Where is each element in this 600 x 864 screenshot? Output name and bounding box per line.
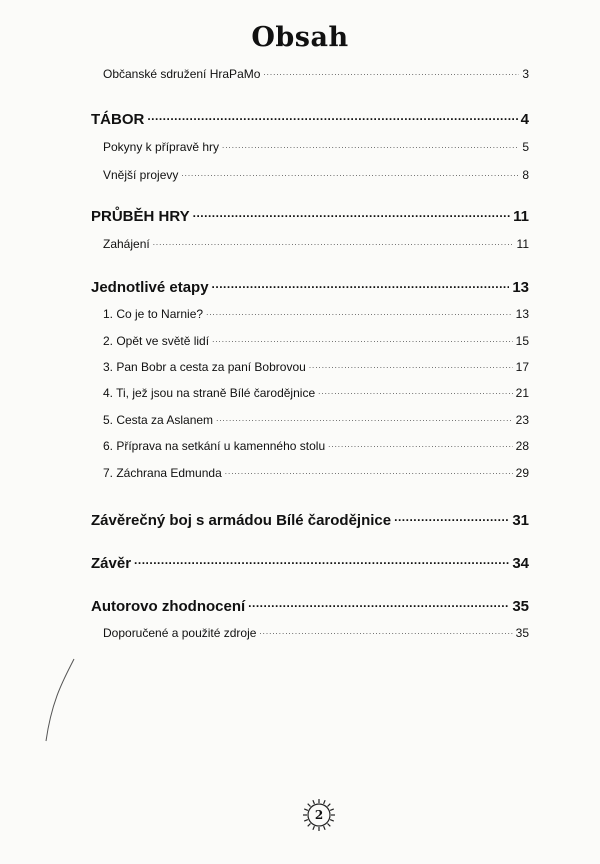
toc-entry-label: 6. Příprava na setkání u kamenného stolu [103,439,326,453]
dot-leader [248,596,509,611]
toc-entry-page: 15 [515,334,529,348]
toc-entry-label: PRŮBĚH HRY [91,208,190,225]
toc-heading-entry [91,596,529,615]
toc-entry-label: Jednotlivé etapy [91,279,209,296]
toc-entry [103,412,529,427]
dot-leader [394,510,509,525]
toc-heading-entry [91,109,529,128]
toc-entry-page: 35 [512,598,529,615]
toc-entry-label: 3. Pan Bobr a cesta za paní Bobrovou [103,360,306,374]
toc-entry-label: 1. Co je to Narnie? [103,307,204,321]
toc-entry-label: Závěrečný boj s armádou Bílé čarodějnice [91,512,392,529]
toc-entry [103,359,529,374]
toc-entry-page: 11 [516,237,529,251]
toc-entry-label: Doporučené a použité zdroje [103,626,257,640]
toc-entry-page: 28 [515,439,529,453]
toc-entry [103,385,529,400]
toc-entry [103,306,529,321]
toc-entry-page: 8 [522,168,529,182]
toc-heading-entry [91,510,529,529]
page-title: Obsah [251,22,349,53]
toc-entry-page: 5 [522,140,529,154]
dot-leader [212,277,510,292]
toc-entry [103,438,529,453]
dot-leader [328,438,513,450]
toc-entry-label: Zahájení [103,237,150,251]
dot-leader [193,206,511,221]
dot-leader [147,109,517,124]
toc-entry-label: 2. Opět ve světě lidí [103,334,210,348]
dot-leader [263,66,519,78]
page-number-badge [302,798,336,832]
toc-entry-page: 21 [515,386,529,400]
toc-entry-label: Občanské sdružení HraPaMo [103,67,261,81]
dot-leader [153,236,514,248]
dot-leader [212,333,513,345]
toc-entry-page: 23 [515,413,529,427]
toc-heading-entry [91,553,529,572]
toc-entry-label: 5. Cesta za Aslanem [103,413,214,427]
toc-entry-page: 31 [512,512,529,529]
toc-entry-page: 17 [515,360,529,374]
toc-entry-page: 3 [522,67,529,81]
toc-entry-page: 35 [515,626,529,640]
dot-leader [309,359,513,371]
dot-leader [206,306,513,318]
toc-entry-label: 4. Ti, jež jsou na straně Bílé čarodějnice [103,386,316,400]
toc-entry-page: 13 [515,307,529,321]
dot-leader [181,167,519,179]
dot-leader [222,139,519,151]
dot-leader [225,465,513,477]
toc-entry-label: TÁBOR [91,111,145,128]
toc-entry-label: Pokyny k přípravě hry [103,140,220,154]
toc-entry [103,167,529,182]
toc-entry [103,236,529,251]
toc-heading-entry [91,206,529,225]
toc-entry-page: 11 [513,208,529,225]
toc-entry-label: Závěr [91,555,132,572]
toc-entry [103,139,529,154]
page-number: 2 [314,808,324,822]
dot-leader [134,553,509,568]
toc-entry [103,465,529,480]
dot-leader [318,385,513,397]
toc-entry-page: 34 [512,555,529,572]
toc-entry-page: 4 [520,111,529,128]
toc-entry-page: 29 [515,466,529,480]
toc-entry [103,66,529,81]
toc-entry [103,333,529,348]
dot-leader [259,625,512,637]
toc-entry-label: Vnější projevy [103,168,179,182]
toc-entry [103,625,529,640]
toc-entry-label: 7. Záchrana Edmunda [103,466,222,480]
toc-heading-entry [91,277,529,296]
dot-leader [216,412,513,424]
toc-entry-label: Autorovo zhodnocení [91,598,246,615]
pencil-stroke-mark [38,655,78,745]
toc-entry-page: 13 [512,279,529,296]
